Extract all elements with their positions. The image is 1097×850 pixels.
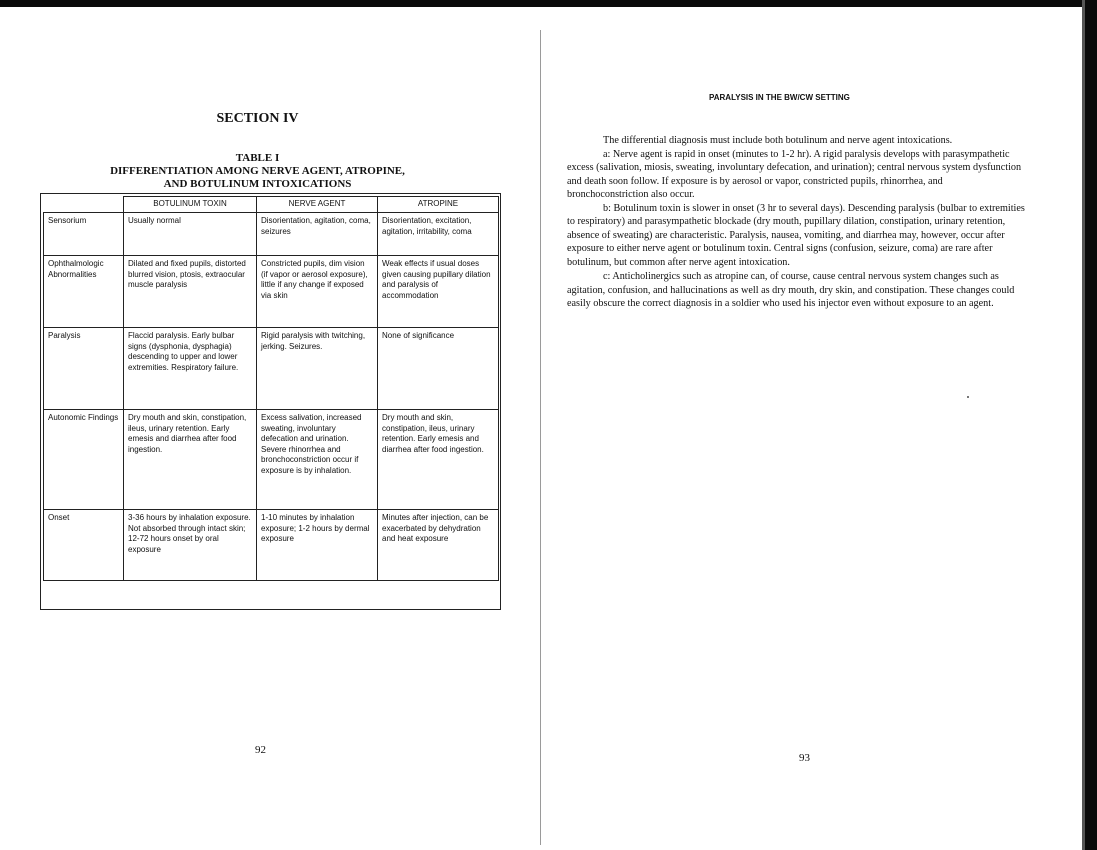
cell-atropine: Disorientation, excitation, agitation, irritability, coma xyxy=(378,213,499,256)
scan-top-border xyxy=(0,0,1097,7)
cell-botulinum: 3-36 hours by inhalation exposure. Not absorbed through intact skin; 12-72 hours onset by oral exposure xyxy=(124,510,257,581)
table-title xyxy=(0,165,515,191)
paragraph-c: c: Anticholinergics such as atropine can, of course, cause central nervous system changes such as agitation, confusion, and hallucinations as well as dry mouth, dry skin, and constipation. These changes could easily obscure the correct diagnosis in a soldier who used his injector even without exposure to an agent. xyxy=(567,271,1015,309)
paragraph-intro: The differential diagnosis must include both botulinum and nerve agent intoxications. xyxy=(603,135,953,146)
differentiation-table xyxy=(43,196,499,581)
page-number-left: 92 xyxy=(255,744,266,756)
row-label-onset: Onset xyxy=(44,510,124,581)
scan-speck xyxy=(967,396,969,398)
header-botulinum: BOTULINUM TOXIN xyxy=(124,197,257,213)
cell-nerve-agent: Constricted pupils, dim vision (if vapor or aerosol exposure), little if any change if exposed via skin xyxy=(257,256,378,328)
cell-nerve-agent: Disorientation, agitation, coma, seizures xyxy=(257,213,378,256)
table-frame xyxy=(40,193,501,610)
cell-botulinum: Usually normal xyxy=(124,213,257,256)
table-row xyxy=(44,213,499,256)
cell-atropine: Weak effects if usual doses given causing pupillary dilation and paralysis of accommodation xyxy=(378,256,499,328)
row-label-sensorium: Sensorium xyxy=(44,213,124,256)
page-number-right: 93 xyxy=(799,752,810,764)
cell-nerve-agent: Rigid paralysis with twitching, jerking. Seizures. xyxy=(257,328,378,410)
cell-atropine: None of significance xyxy=(378,328,499,410)
table-header-row xyxy=(44,197,499,213)
row-label-paralysis: Paralysis xyxy=(44,328,124,410)
header-atropine: ATROPINE xyxy=(378,197,499,213)
scan-right-border xyxy=(1085,0,1097,850)
row-label-autonomic: Autonomic Findings xyxy=(44,410,124,510)
left-page xyxy=(0,7,540,850)
table-row xyxy=(44,328,499,410)
header-blank-cell xyxy=(44,197,124,213)
section-title: SECTION IV xyxy=(216,111,299,126)
row-label-ophthalmologic: Ophthalmologic Abnormalities xyxy=(44,256,124,328)
paragraph-a: a: Nerve agent is rapid in onset (minutes to 1-2 hr). A rigid paralysis develops with parasympathetic excess (salivation, miosis, sweating, involuntary defecation, and urination); central nervous system dysfunction and death soon follow. If exposure is by aerosol or vapor, constricted pupils, rhinorrhea, and bronchoconstriction also occur. xyxy=(567,148,1022,200)
right-page xyxy=(541,7,1082,850)
header-nerve-agent: NERVE AGENT xyxy=(257,197,378,213)
table-row xyxy=(44,510,499,581)
table-row xyxy=(44,410,499,510)
body-text xyxy=(567,134,1025,311)
paragraph-b: b: Botulinum toxin is slower in onset (3 hr to several days). Descending paralysis (bulbar to extremities to respiratory) and parasympathetic blockade (dry mouth, pupillary dilation, constipation, urinary retention, absence of sweating) are characteristic. Paralysis, nausea, vomiting, and diarrhea may, however, occur after exposure to either nerve agent or botulinum toxin. Central signs (confusion, seizure, coma) are rare after botulinum, but common after nerve agent intoxication. xyxy=(567,202,1025,268)
cell-atropine: Minutes after injection, can be exacerbated by dehydration and heat exposure xyxy=(378,510,499,581)
cell-botulinum: Dry mouth and skin, constipation, ileus, urinary retention. Early emesis and diarrhea after food ingestion. xyxy=(124,410,257,510)
table-label: TABLE I xyxy=(235,152,280,164)
cell-atropine: Dry mouth and skin, constipation, ileus, urinary retention. Early emesis and diarrhea after food ingestion. xyxy=(378,410,499,510)
table-title-line-1: DIFFERENTIATION AMONG NERVE AGENT, ATROPINE, xyxy=(110,165,405,177)
table-title-line-2: AND BOTULINUM INTOXICATIONS xyxy=(163,178,352,190)
running-head: PARALYSIS IN THE BW/CW SETTING xyxy=(709,93,850,102)
cell-nerve-agent: 1-10 minutes by inhalation exposure; 1-2 hours by dermal exposure xyxy=(257,510,378,581)
table-row xyxy=(44,256,499,328)
cell-nerve-agent: Excess salivation, increased sweating, involuntary defecation and urination. Severe rhinorrhea and bronchoconstriction occur if exposure is by inhalation. xyxy=(257,410,378,510)
cell-botulinum: Dilated and fixed pupils, distorted blurred vision, ptosis, extraocular muscle paralysis xyxy=(124,256,257,328)
cell-botulinum: Flaccid paralysis. Early bulbar signs (dysphonia, dysphagia) descending to upper and lower extremities. Respiratory failure. xyxy=(124,328,257,410)
